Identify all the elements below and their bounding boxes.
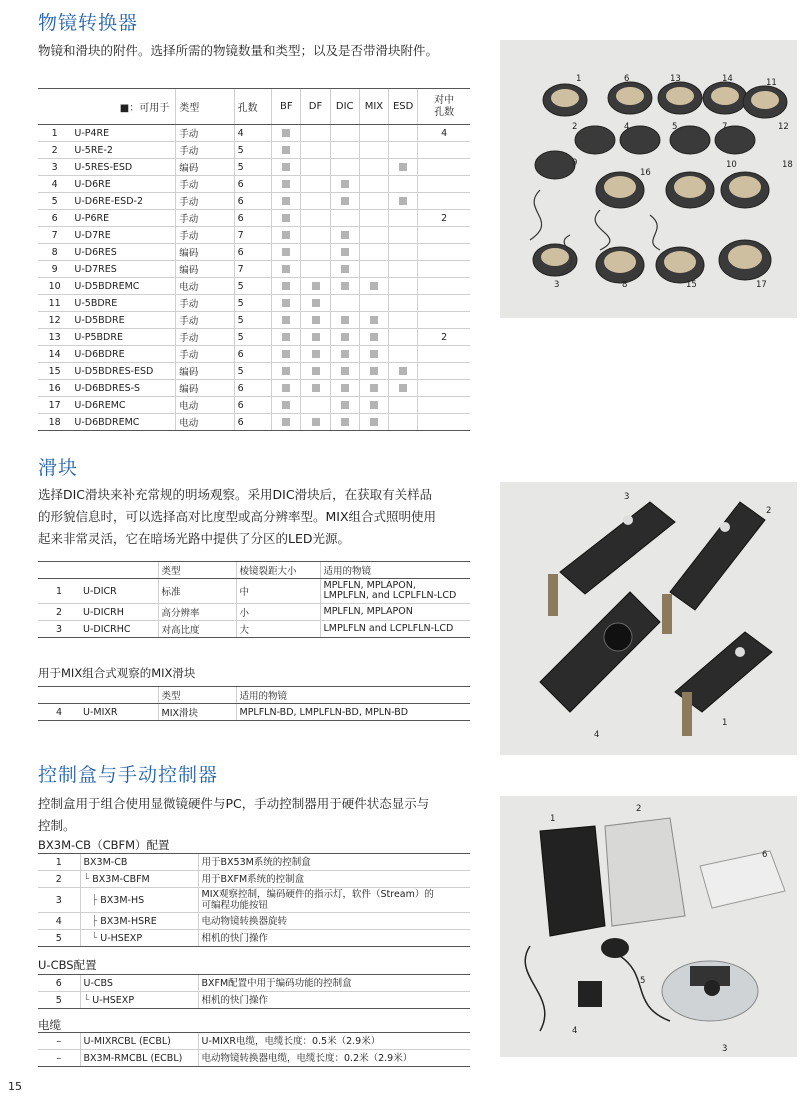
col-objectives: 适用的物镜	[320, 562, 470, 579]
availability-mix	[359, 227, 388, 244]
available-marker	[341, 316, 349, 324]
table-row: – U-MIXRCBL (ECBL) U-MIXR电缆，电缆长度：0.5米（2.9米）	[38, 1033, 470, 1050]
control-box-photo	[500, 796, 797, 1057]
table-row: – BX3M-RMCBL (ECBL) 电动物镜转换器电缆，电缆长度：0.2米（2.9米）	[38, 1050, 470, 1067]
available-marker	[370, 316, 378, 324]
col-df: DF	[301, 89, 330, 125]
availability-mix	[359, 261, 388, 278]
col-esd: ESD	[389, 89, 418, 125]
availability-df	[301, 295, 330, 312]
table-row: 10 U-D5BDREMC 电动 5	[38, 278, 470, 295]
tree-connector: └	[83, 873, 93, 885]
availability-bf	[272, 261, 301, 278]
availability-df	[301, 193, 330, 210]
available-marker	[312, 282, 320, 290]
table-row: 2 └ BX3M-CBFM 用于BXFM系统的控制盒	[38, 871, 470, 888]
available-marker	[312, 418, 320, 426]
available-marker	[370, 384, 378, 392]
table-row: 7 U-D7RE 手动 7	[38, 227, 470, 244]
table-row: 13 U-P5BDRE 手动 5 2	[38, 329, 470, 346]
available-marker	[370, 418, 378, 426]
availability-esd	[389, 142, 418, 159]
table-row: 1 BX3M-CB 用于BX53M系统的控制盒	[38, 854, 470, 871]
available-marker	[370, 333, 378, 341]
availability-bf	[272, 125, 301, 142]
available-marker	[282, 367, 290, 375]
availability-dic	[330, 244, 359, 261]
photo-label: 6	[624, 74, 630, 84]
photo-label: 8	[622, 280, 628, 290]
availability-df	[301, 397, 330, 414]
availability-df	[301, 380, 330, 397]
availability-df	[301, 329, 330, 346]
availability-bf	[272, 380, 301, 397]
available-marker	[312, 367, 320, 375]
availability-bf	[272, 176, 301, 193]
availability-esd	[389, 176, 418, 193]
available-marker	[312, 384, 320, 392]
photo-label: 16	[640, 168, 651, 178]
available-marker	[370, 367, 378, 375]
table-row: 4 ├ BX3M-HSRE 电动物镜转换器旋转	[38, 913, 470, 930]
photo-label: 5	[672, 122, 678, 132]
available-marker	[312, 350, 320, 358]
availability-esd	[389, 193, 418, 210]
table-row: 2 U-5RE-2 手动 5	[38, 142, 470, 159]
table-row: 5 U-D6RE-ESD-2 手动 6	[38, 193, 470, 210]
section-title-nosepiece: 物镜转换器	[38, 12, 139, 34]
availability-mix	[359, 125, 388, 142]
availability-bf	[272, 295, 301, 312]
available-marker	[399, 197, 407, 205]
tree-connector: ├	[91, 915, 101, 927]
nosepiece-table	[38, 88, 470, 431]
availability-mix	[359, 363, 388, 380]
photo-label: 12	[778, 122, 789, 132]
available-marker	[282, 333, 290, 341]
available-marker	[341, 333, 349, 341]
config1-title: BX3M-CB（CBFM）配置	[38, 838, 170, 852]
photo-label: 4	[572, 1026, 578, 1036]
availability-df	[301, 346, 330, 363]
photo-label: 3	[722, 1044, 728, 1054]
mix-slider-title: 用于MIX组合式观察的MIX滑块	[38, 666, 196, 680]
nosepiece-illustration	[500, 40, 797, 318]
availability-mix	[359, 159, 388, 176]
col-mix: MIX	[359, 89, 388, 125]
availability-bf	[272, 227, 301, 244]
availability-mix	[359, 329, 388, 346]
availability-bf	[272, 142, 301, 159]
availability-esd	[389, 397, 418, 414]
table-row: 9 U-D7RES 编码 7	[38, 261, 470, 278]
tree-connector: └	[83, 994, 93, 1006]
availability-esd	[389, 414, 418, 431]
table-row: 6 U-CBS BXFM配置中用于编码功能的控制盒	[38, 975, 470, 992]
photo-label: 2	[766, 506, 772, 516]
available-marker	[341, 282, 349, 290]
photo-label: 2	[636, 804, 642, 814]
availability-esd	[389, 329, 418, 346]
table-row: 5 └ U-HSEXP 相机的快门操作	[38, 930, 470, 947]
table-row: 2 U-DICRH 高分辨率 小 MPLFLN, MPLAPON	[38, 604, 470, 621]
availability-bf	[272, 414, 301, 431]
available-marker	[341, 197, 349, 205]
available-marker	[282, 384, 290, 392]
available-marker	[312, 316, 320, 324]
available-marker	[282, 197, 290, 205]
slider-photo	[500, 482, 797, 755]
config2-title: U-CBS配置	[38, 958, 97, 972]
available-marker	[341, 418, 349, 426]
availability-esd	[389, 363, 418, 380]
photo-label: 4	[624, 122, 630, 132]
available-marker	[282, 146, 290, 154]
available-marker	[282, 163, 290, 171]
availability-bf	[272, 346, 301, 363]
table-row: 3 U-5RES-ESD 编码 5	[38, 159, 470, 176]
available-marker	[399, 367, 407, 375]
availability-dic	[330, 329, 359, 346]
photo-label: 1	[722, 718, 728, 728]
photo-label: 3	[624, 492, 630, 502]
availability-dic	[330, 261, 359, 278]
availability-esd	[389, 227, 418, 244]
col-type: 类型	[158, 562, 236, 579]
available-marker	[282, 214, 290, 222]
availability-bf	[272, 193, 301, 210]
config1-table	[38, 853, 470, 947]
availability-mix	[359, 142, 388, 159]
availability-dic	[330, 414, 359, 431]
available-marker	[282, 265, 290, 273]
available-marker	[282, 248, 290, 256]
availability-df	[301, 261, 330, 278]
available-marker	[282, 299, 290, 307]
availability-bf	[272, 244, 301, 261]
photo-label: 9	[572, 158, 578, 168]
availability-dic	[330, 193, 359, 210]
table-row: 4 U-D6RE 手动 6	[38, 176, 470, 193]
col-dic: DIC	[330, 89, 359, 125]
table-row: 5 └ U-HSEXP 相机的快门操作	[38, 992, 470, 1009]
availability-df	[301, 142, 330, 159]
available-marker	[341, 231, 349, 239]
availability-dic	[330, 363, 359, 380]
availability-dic	[330, 210, 359, 227]
slider-illustration	[500, 482, 797, 755]
photo-label: 6	[762, 850, 768, 860]
available-marker	[341, 180, 349, 188]
available-marker	[282, 401, 290, 409]
availability-dic	[330, 227, 359, 244]
available-marker	[282, 350, 290, 358]
availability-df	[301, 125, 330, 142]
availability-esd	[389, 380, 418, 397]
availability-mix	[359, 244, 388, 261]
availability-dic	[330, 142, 359, 159]
available-marker	[282, 316, 290, 324]
availability-esd	[389, 261, 418, 278]
photo-label: 7	[722, 122, 728, 132]
table-row: 11 U-5BDRE 手动 5	[38, 295, 470, 312]
config2-table	[38, 974, 470, 1009]
control-box-illustration	[500, 796, 797, 1057]
section-title-control: 控制盒与手动控制器	[38, 764, 219, 786]
photo-label: 1	[576, 74, 582, 84]
available-marker	[282, 129, 290, 137]
available-marker	[399, 384, 407, 392]
table-row: 3 U-DICRHC 对高比度 大 LMPLFLN and LCPLFLN-LCD	[38, 621, 470, 638]
table-row: 16 U-D6BDRES-S 编码 6	[38, 380, 470, 397]
table-row: 18 U-D6BDREMC 电动 6	[38, 414, 470, 431]
available-marker	[399, 163, 407, 171]
table-row: 15 U-D5BDRES-ESD 编码 5	[38, 363, 470, 380]
available-marker	[341, 367, 349, 375]
photo-label: 4	[594, 730, 600, 740]
availability-bf	[272, 278, 301, 295]
availability-df	[301, 414, 330, 431]
available-marker	[341, 248, 349, 256]
photo-label: 5	[640, 976, 646, 986]
availability-df	[301, 176, 330, 193]
available-marker	[341, 265, 349, 273]
availability-df	[301, 159, 330, 176]
photo-label: 18	[782, 160, 793, 170]
page-number: 15	[8, 1080, 22, 1093]
available-marker	[341, 350, 349, 358]
nosepiece-photo	[500, 40, 797, 318]
table-row: 8 U-D6RES 编码 6	[38, 244, 470, 261]
col-bf: BF	[272, 89, 301, 125]
availability-mix	[359, 414, 388, 431]
availability-esd	[389, 125, 418, 142]
col-type: 类型	[158, 687, 236, 704]
availability-mix	[359, 380, 388, 397]
section-title-slider: 滑块	[38, 457, 79, 479]
photo-label: 2	[572, 122, 578, 132]
availability-dic	[330, 125, 359, 142]
cable-table	[38, 1032, 470, 1067]
available-marker	[370, 401, 378, 409]
tree-connector: ├	[91, 894, 101, 906]
table-row: 6 U-P6RE 手动 6 2	[38, 210, 470, 227]
availability-bf	[272, 363, 301, 380]
table-row: 12 U-D5BDRE 手动 5	[38, 312, 470, 329]
section-intro-control: 控制盒用于组合使用显微镜硬件与PC，手动控制器用于硬件状态显示与 控制。	[38, 796, 430, 833]
photo-label: 14	[722, 74, 733, 84]
section-intro-nosepiece: 物镜和滑块的附件。选择所需的物镜数量和类型；以及是否带滑块附件。	[38, 43, 439, 58]
availability-dic	[330, 380, 359, 397]
availability-esd	[389, 295, 418, 312]
col-objectives: 适用的物镜	[236, 687, 470, 704]
table-row: 14 U-D6BDRE 手动 6	[38, 346, 470, 363]
mix-slider-table	[38, 686, 470, 721]
table-row: 3 ├ BX3M-HS MIX观察控制，编码硬件的指示灯，软件（Stream）的 可编程功能按钮	[38, 888, 470, 913]
availability-mix	[359, 278, 388, 295]
availability-df	[301, 312, 330, 329]
availability-dic	[330, 295, 359, 312]
col-holes: 孔数	[234, 89, 272, 125]
availability-mix	[359, 312, 388, 329]
photo-label: 15	[686, 280, 697, 290]
table-row: 17 U-D6REMC 电动 6	[38, 397, 470, 414]
col-type: 类型	[176, 89, 234, 125]
table-row: 4 U-MIXR MIX滑块 MPLFLN-BD, LMPLFLN-BD, MPLN-BD	[38, 704, 470, 721]
availability-mix	[359, 193, 388, 210]
available-marker	[282, 231, 290, 239]
photo-label: 1	[550, 814, 556, 824]
availability-esd	[389, 244, 418, 261]
available-marker	[312, 333, 320, 341]
available-marker	[282, 282, 290, 290]
photo-label: 13	[670, 74, 681, 84]
table-row: 1 U-DICR 标准 中 MPLFLN, MPLAPON, LMPLFLN, and LCPLFLN-LCD	[38, 579, 470, 604]
availability-esd	[389, 159, 418, 176]
dic-slider-table	[38, 561, 470, 638]
photo-label: 17	[756, 280, 767, 290]
availability-bf	[272, 312, 301, 329]
availability-mix	[359, 295, 388, 312]
available-marker	[282, 180, 290, 188]
table-row: 1 U-P4RE 手动 4 4	[38, 125, 470, 142]
cable-title: 电缆	[38, 1018, 61, 1032]
availability-df	[301, 227, 330, 244]
col-centering: 对中 孔数	[418, 89, 470, 125]
availability-mix	[359, 210, 388, 227]
availability-esd	[389, 210, 418, 227]
availability-bf	[272, 159, 301, 176]
photo-label: 3	[554, 280, 560, 290]
availability-df	[301, 244, 330, 261]
col-size: 棱镜裂距大小	[236, 562, 320, 579]
availability-df	[301, 363, 330, 380]
available-marker	[341, 401, 349, 409]
availability-dic	[330, 278, 359, 295]
available-marker	[341, 384, 349, 392]
availability-esd	[389, 312, 418, 329]
availability-df	[301, 278, 330, 295]
availability-bf	[272, 397, 301, 414]
available-marker	[370, 350, 378, 358]
availability-mix	[359, 346, 388, 363]
availability-dic	[330, 346, 359, 363]
availability-esd	[389, 346, 418, 363]
available-marker	[312, 299, 320, 307]
availability-mix	[359, 176, 388, 193]
tree-connector: └	[91, 932, 101, 944]
availability-bf	[272, 210, 301, 227]
legend-header: ■：可用于	[71, 89, 175, 125]
availability-esd	[389, 278, 418, 295]
availability-mix	[359, 397, 388, 414]
photo-label: 10	[726, 160, 737, 170]
available-marker	[370, 282, 378, 290]
availability-dic	[330, 312, 359, 329]
available-marker	[282, 418, 290, 426]
availability-dic	[330, 159, 359, 176]
photo-label: 11	[766, 78, 777, 88]
availability-dic	[330, 176, 359, 193]
availability-bf	[272, 329, 301, 346]
section-intro-slider: 选择DIC滑块来补充常规的明场观察。采用DIC滑块后，在获取有关样品 的形貌信息时，可以选择高对比度型或高分辨率型。MIX组合式照明使用 起来非常灵活，它在暗场光路中提供了分区的LED光源。	[38, 487, 437, 546]
availability-dic	[330, 397, 359, 414]
availability-df	[301, 210, 330, 227]
